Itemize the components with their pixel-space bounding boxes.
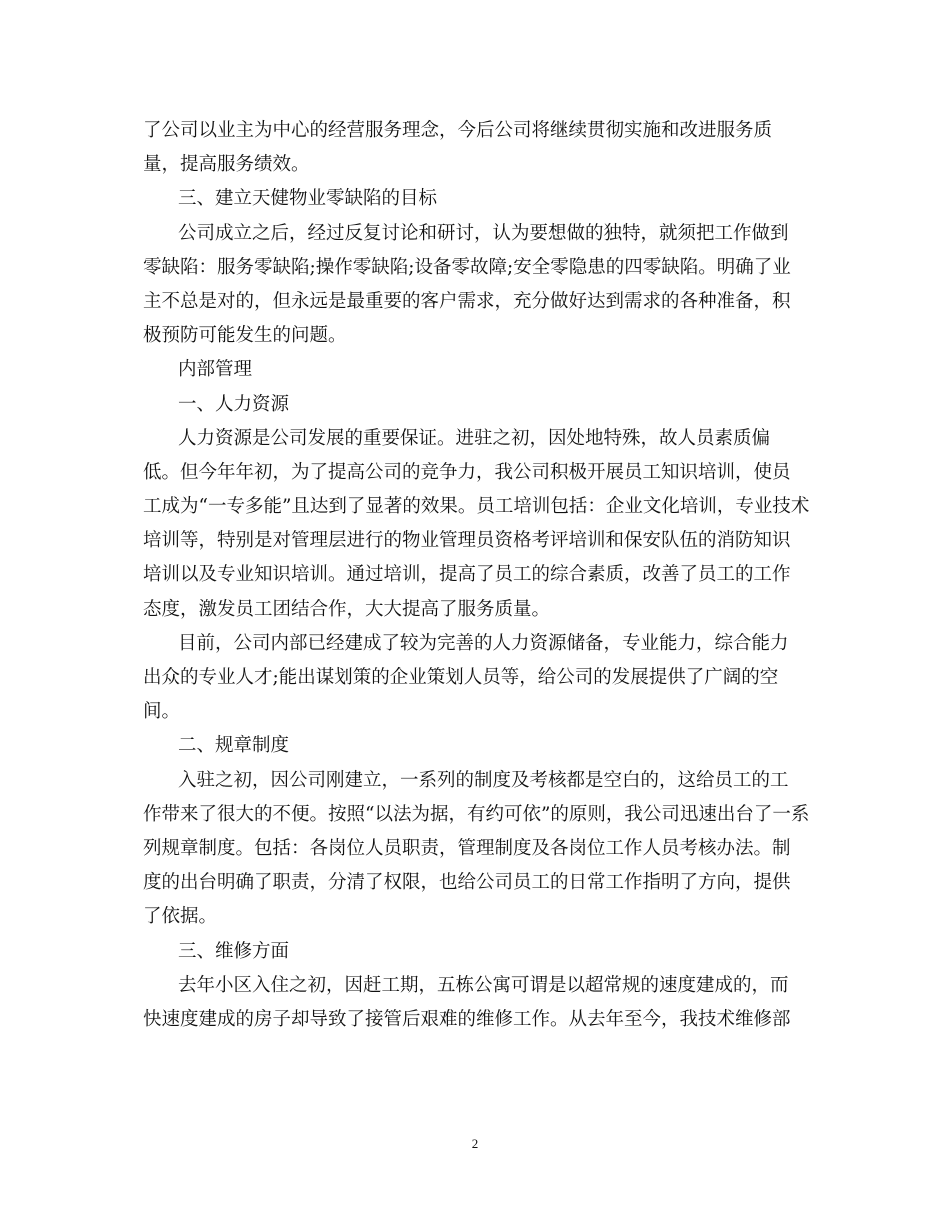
text-line: 快速度建成的房子却导致了接管后艰难的维修工作。从去年至今，我技术维修部 — [143, 1008, 791, 1030]
text-line: 目前，公司内部已经建成了较为完善的人力资源储备，专业能力，综合能力 — [178, 632, 789, 654]
text-line: 主不总是对的，但永远是最重要的客户需求，充分做好达到需求的各种准备，积 — [143, 290, 791, 312]
section-heading: 内部管理 — [178, 359, 253, 381]
text-line: 工成为“一专多能”且达到了显著的效果。员工培训包括：企业文化培训，专业技术 — [143, 496, 810, 518]
text-line: 出众的专业人才;能出谋划策的企业策划人员等，给公司的发展提供了广阔的空 — [143, 667, 779, 688]
text-line: 公司成立之后，经过反复讨论和研讨，认为要想做的独特，就须把工作做到 — [178, 222, 789, 244]
section-heading: 三、维修方面 — [178, 940, 290, 962]
text-line: 间。 — [143, 701, 181, 723]
text-line: 态度，激发员工团结合作，大大提高了服务质量。 — [143, 598, 551, 620]
page-number: 2 — [471, 1136, 479, 1151]
document-body — [143, 114, 811, 1037]
text-line: 入驻之初，因公司刚建立，一系列的制度及考核都是空白的，这给员工的工 — [178, 769, 789, 791]
text-line: 作带来了很大的不便。按照“以法为据，有约可依”的原则，我公司迅速出台了一系 — [143, 803, 810, 825]
section-heading: 三、建立天健物业零缺陷的目标 — [178, 188, 438, 210]
text-line: 了依据。 — [143, 906, 218, 928]
text-line: 人力资源是公司发展的重要保证。进驻之初，因处地特殊，故人员素质偏 — [178, 427, 771, 449]
text-line: 极预防可能发生的问题。 — [143, 325, 347, 347]
text-line: 培训等，特别是对管理层进行的物业管理员资格考评培训和保安队伍的消防知识 — [143, 530, 791, 552]
text-line: 低。但今年年初，为了提高公司的竞争力，我公司积极开展员工知识培训，使员 — [143, 461, 791, 483]
section-heading: 二、规章制度 — [178, 735, 290, 757]
text-line: 零缺陷：服务零缺陷;操作零缺陷;设备零故障;安全零隐患的四零缺陷。明确了业 — [143, 256, 791, 278]
section-heading: 一、人力资源 — [178, 393, 290, 415]
text-line: 了公司以业主为中心的经营服务理念，今后公司将继续贯彻实施和改进服务质 — [143, 120, 773, 141]
text-line: 去年小区入住之初，因赶工期，五栋公寓可谓是以超常规的速度建成的，而 — [178, 974, 789, 996]
text-line: 量，提高服务绩效。 — [143, 154, 310, 176]
text-line: 培训以及专业知识培训。通过培训，提高了员工的综合素质，改善了员工的工作 — [143, 564, 791, 586]
text-line: 度的出台明确了职责，分清了权限，也给公司员工的日常工作指明了方向，提供 — [143, 872, 791, 894]
text-line: 列规章制度。包括：各岗位人员职责，管理制度及各岗位工作人员考核办法。制 — [143, 837, 791, 859]
